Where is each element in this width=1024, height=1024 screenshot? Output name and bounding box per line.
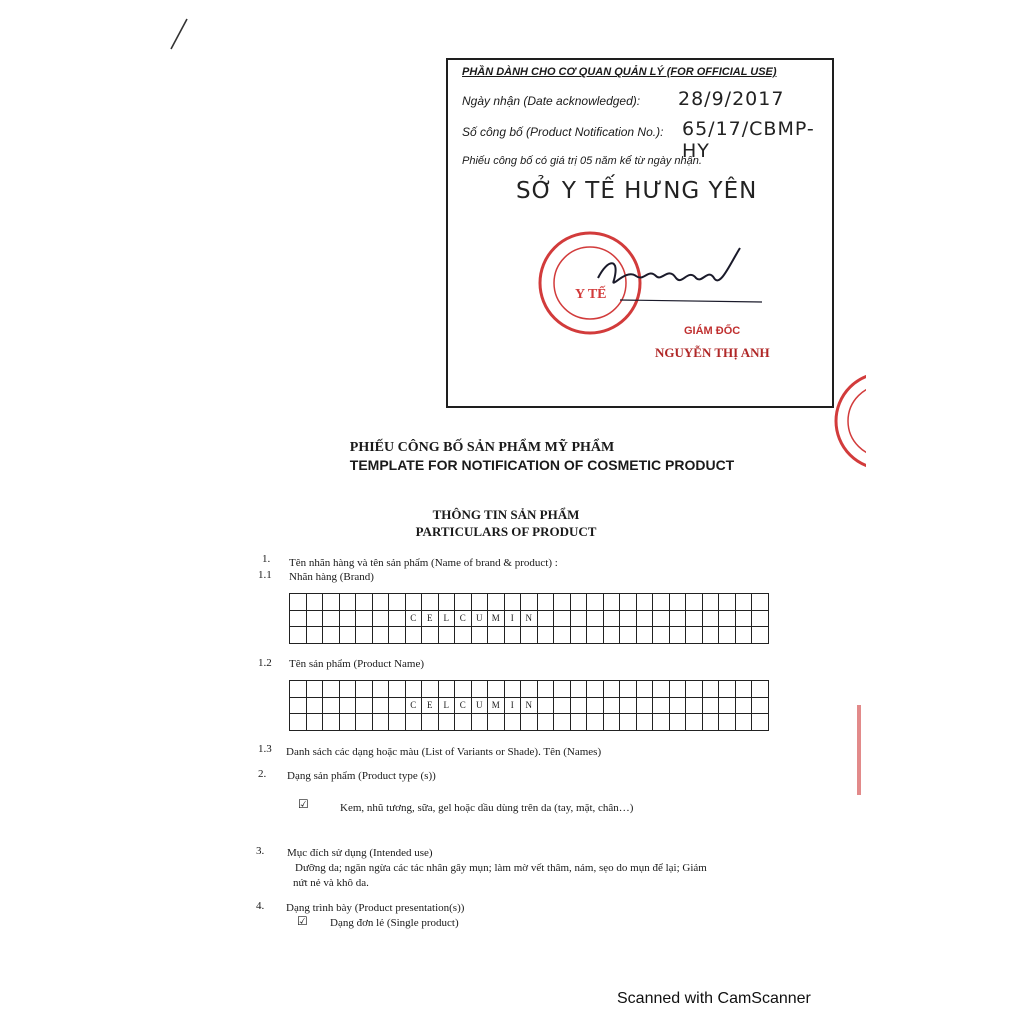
document-title-vn: PHIẾU CÔNG BỐ SẢN PHẨM MỸ PHẨM [349, 440, 615, 455]
product-grid-cell [570, 681, 587, 698]
product-grid-cell [372, 681, 389, 698]
product-grid-cell [702, 714, 719, 731]
product-grid-cell [405, 714, 422, 731]
brand-grid-cell [603, 610, 620, 627]
product-grid-cell [438, 681, 455, 698]
brand-grid-cell [504, 594, 521, 611]
product-grid-cell [636, 681, 653, 698]
signer-title: GIÁM ĐỐC [684, 325, 741, 337]
brand-grid-cell [735, 610, 752, 627]
product-grid-cell [653, 697, 670, 714]
signer-name: NGUYỄN THỊ ANH [655, 345, 770, 360]
brand-grid-cell [686, 594, 703, 611]
brand-grid-cell [554, 610, 571, 627]
brand-grid-cell: C [455, 610, 472, 627]
brand-grid-cell [702, 610, 719, 627]
brand-grid-cell [290, 627, 307, 644]
brand-grid-cell [587, 594, 604, 611]
brand-grid-cell [653, 594, 670, 611]
product-grid-cell [620, 697, 637, 714]
product-grid-cell: U [471, 697, 488, 714]
brand-grid-cell [570, 594, 587, 611]
brand-grid-cell: C [405, 610, 422, 627]
product-grid-cell: C [455, 697, 472, 714]
product-grid-cell [471, 681, 488, 698]
product-grid-cell [620, 714, 637, 731]
item-4-option: Dạng đơn lẻ (Single product) [330, 917, 459, 929]
authority-handwritten: SỞ Y TẾ HƯNG YÊN [516, 178, 758, 204]
item-4-number: 4. [256, 900, 265, 912]
brand-grid-cell [669, 610, 686, 627]
product-grid-cell [603, 714, 620, 731]
brand-grid-cell [537, 627, 554, 644]
product-grid-cell [752, 714, 769, 731]
brand-grid-cell [488, 627, 505, 644]
brand-grid-cell [537, 594, 554, 611]
product-grid-cell [290, 681, 307, 698]
brand-grid-cell [554, 594, 571, 611]
product-grid-cell [339, 697, 356, 714]
brand-grid-cell [620, 610, 637, 627]
brand-grid-cell [719, 627, 736, 644]
brand-grid-cell [438, 627, 455, 644]
brand-grid-cell [471, 594, 488, 611]
product-grid-cell [306, 697, 323, 714]
product-grid-cell [339, 714, 356, 731]
brand-grid-cell [356, 610, 373, 627]
product-grid-cell [669, 681, 686, 698]
svg-text:Y TẾ: Y TẾ [575, 287, 607, 302]
date-acknowledged-label: Ngày nhận (Date acknowledged): [462, 94, 641, 108]
brand-grid-cell [389, 594, 406, 611]
brand-grid-cell [405, 594, 422, 611]
product-grid-cell [306, 714, 323, 731]
brand-grid-cell [323, 610, 340, 627]
brand-grid-cell [719, 594, 736, 611]
brand-grid-cell: I [504, 610, 521, 627]
brand-grid-cell [702, 627, 719, 644]
product-grid-cell [422, 714, 439, 731]
brand-grid-cell [587, 627, 604, 644]
item-3-body-line2: nứt nẻ và khô da. [293, 877, 369, 889]
brand-grid-row [290, 594, 769, 611]
product-grid-cell [570, 714, 587, 731]
brand-grid-cell [620, 594, 637, 611]
product-grid-cell [669, 697, 686, 714]
product-grid-cell [570, 697, 587, 714]
red-edge-mark [857, 705, 861, 795]
item-2-label: Dạng sản phẩm (Product type (s)) [287, 770, 436, 782]
brand-grid-cell [356, 594, 373, 611]
document-title-en: TEMPLATE FOR NOTIFICATION OF COSMETIC PRODUCT [349, 457, 735, 473]
official-use-header: PHẦN DÀNH CHO CƠ QUAN QUẢN LÝ (FOR OFFICIAL USE) [462, 66, 777, 78]
product-grid-cell [702, 697, 719, 714]
product-grid-cell [735, 697, 752, 714]
brand-grid-cell [422, 627, 439, 644]
brand-grid-cell [339, 594, 356, 611]
product-grid-cell: L [438, 697, 455, 714]
product-grid-cell [372, 697, 389, 714]
notification-number-value: 65/17/CBMP-HY [682, 118, 815, 162]
product-grid-cell [504, 681, 521, 698]
validity-note: Phiếu công bố có giá trị 05 năm kể từ ngày nhận. [462, 155, 702, 167]
product-grid-cell [389, 681, 406, 698]
brand-grid-cell [653, 627, 670, 644]
product-grid-cell [422, 681, 439, 698]
product-grid-cell [537, 681, 554, 698]
product-grid-cell [719, 714, 736, 731]
brand-grid-cell [752, 610, 769, 627]
brand-grid-cell [752, 627, 769, 644]
product-grid-cell [356, 697, 373, 714]
product-grid-cell [537, 714, 554, 731]
product-grid-cell [554, 714, 571, 731]
product-grid-cell [356, 714, 373, 731]
product-grid-cell [603, 681, 620, 698]
brand-grid-cell [389, 610, 406, 627]
product-grid-cell [455, 681, 472, 698]
item-3-number: 3. [256, 845, 265, 857]
product-grid-cell [735, 714, 752, 731]
item-1-3-label: Danh sách các dạng hoặc màu (List of Variants or Shade). Tên (Names) [286, 746, 602, 758]
product-grid-cell: C [405, 697, 422, 714]
product-grid-cell [587, 697, 604, 714]
product-grid-cell [554, 681, 571, 698]
product-grid-cell [537, 697, 554, 714]
product-grid-cell [521, 681, 538, 698]
brand-grid-cell [669, 594, 686, 611]
brand-grid-cell [323, 594, 340, 611]
director-signature [590, 238, 770, 308]
item-4-label: Dạng trình bày (Product presentation(s)) [286, 902, 465, 914]
item-1-1-number: 1.1 [258, 569, 272, 581]
brand-grid-cell [504, 627, 521, 644]
product-grid-cell [488, 714, 505, 731]
product-grid-cell [290, 697, 307, 714]
brand-grid-cell [488, 594, 505, 611]
item-1-number: 1. [262, 553, 271, 565]
product-grid-cell [636, 697, 653, 714]
brand-grid-cell [306, 610, 323, 627]
product-grid-cell [719, 681, 736, 698]
product-grid-cell [686, 697, 703, 714]
notification-number-label: Số công bố (Product Notification No.): [462, 125, 664, 139]
product-grid-cell [653, 681, 670, 698]
brand-grid-cell [686, 610, 703, 627]
product-grid-cell [323, 681, 340, 698]
product-grid-cell [719, 697, 736, 714]
checked-box-icon: ☑ [297, 914, 308, 928]
brand-grid-cell [735, 627, 752, 644]
brand-grid-cell: E [422, 610, 439, 627]
brand-grid-cell [570, 627, 587, 644]
product-grid-cell [620, 681, 637, 698]
product-grid-cell [686, 714, 703, 731]
product-grid-cell [702, 681, 719, 698]
product-grid-cell: M [488, 697, 505, 714]
product-grid-cell [587, 681, 604, 698]
brand-grid-row [290, 627, 769, 644]
section-title-vn: THÔNG TIN SẢN PHẨM [432, 507, 580, 522]
brand-grid-cell [372, 610, 389, 627]
item-1-label: Tên nhãn hàng và tên sản phẩm (Name of brand & product) : [289, 557, 558, 569]
brand-grid-cell [554, 627, 571, 644]
brand-grid-cell [735, 594, 752, 611]
product-grid-cell [372, 714, 389, 731]
brand-grid-cell [620, 627, 637, 644]
brand-grid-cell [389, 627, 406, 644]
product-grid-cell [389, 697, 406, 714]
product-grid-cell [504, 714, 521, 731]
product-grid-cell [554, 697, 571, 714]
product-grid-cell [735, 681, 752, 698]
brand-grid-cell [471, 627, 488, 644]
brand-grid-cell [653, 610, 670, 627]
brand-grid-cell [521, 594, 538, 611]
product-grid-cell [323, 714, 340, 731]
brand-grid-cell [438, 594, 455, 611]
product-grid-cell [356, 681, 373, 698]
item-3-label: Mục đích sử dụng (Intended use) [287, 847, 433, 859]
brand-grid-cell [636, 610, 653, 627]
brand-grid-cell [521, 627, 538, 644]
item-1-2-number: 1.2 [258, 657, 272, 669]
brand-grid-cell [636, 627, 653, 644]
product-grid-cell: I [504, 697, 521, 714]
brand-grid-cell: N [521, 610, 538, 627]
product-grid-cell [752, 681, 769, 698]
brand-grid-cell [455, 627, 472, 644]
product-grid-cell [323, 697, 340, 714]
product-grid-cell [669, 714, 686, 731]
product-letter-grid [289, 680, 769, 731]
brand-grid-cell [537, 610, 554, 627]
item-1-3-number: 1.3 [258, 743, 272, 755]
item-2-number: 2. [258, 768, 267, 780]
pen-stroke-mark [165, 15, 193, 55]
brand-grid-cell [570, 610, 587, 627]
product-grid-cell [752, 697, 769, 714]
product-grid-cell [438, 714, 455, 731]
product-grid-cell: N [521, 697, 538, 714]
brand-grid-cell [455, 594, 472, 611]
product-grid-cell [653, 714, 670, 731]
brand-grid-row [290, 610, 769, 627]
product-grid-cell [306, 681, 323, 698]
brand-grid-cell [669, 627, 686, 644]
product-grid-cell [587, 714, 604, 731]
product-grid-cell [488, 681, 505, 698]
product-grid-row [290, 714, 769, 731]
brand-grid-cell [719, 610, 736, 627]
product-grid-cell [405, 681, 422, 698]
date-acknowledged-value: 28/9/2017 [678, 88, 785, 110]
brand-letter-grid [289, 593, 769, 644]
product-grid-row [290, 697, 769, 714]
item-2-option: Kem, nhũ tương, sữa, gel hoặc dầu dùng trên da (tay, mặt, chân…) [340, 802, 634, 814]
product-grid-cell [389, 714, 406, 731]
product-grid-cell [603, 697, 620, 714]
brand-grid-cell [290, 610, 307, 627]
section-title-en: PARTICULARS OF PRODUCT [415, 524, 597, 539]
brand-grid-cell [306, 594, 323, 611]
brand-grid-cell: L [438, 610, 455, 627]
product-grid-row [290, 681, 769, 698]
brand-grid-cell [356, 627, 373, 644]
brand-grid-cell: U [471, 610, 488, 627]
brand-grid-cell [636, 594, 653, 611]
brand-grid-cell [603, 627, 620, 644]
product-grid-cell: E [422, 697, 439, 714]
brand-grid-cell [339, 610, 356, 627]
product-grid-cell [339, 681, 356, 698]
product-grid-cell [290, 714, 307, 731]
brand-grid-cell [422, 594, 439, 611]
brand-grid-cell [752, 594, 769, 611]
brand-grid-cell [603, 594, 620, 611]
brand-grid-cell [306, 627, 323, 644]
brand-grid-cell: M [488, 610, 505, 627]
item-1-1-label: Nhãn hàng (Brand) [289, 571, 374, 583]
brand-grid-cell [339, 627, 356, 644]
brand-grid-cell [702, 594, 719, 611]
brand-grid-cell [372, 627, 389, 644]
product-grid-cell [455, 714, 472, 731]
product-grid-cell [521, 714, 538, 731]
brand-grid-cell [323, 627, 340, 644]
brand-grid-cell [587, 610, 604, 627]
brand-grid-cell [290, 594, 307, 611]
product-grid-cell [636, 714, 653, 731]
checked-box-icon: ☑ [298, 797, 309, 811]
item-1-2-label: Tên sản phẩm (Product Name) [289, 658, 425, 670]
product-grid-cell [471, 714, 488, 731]
item-3-body-line1: Dưỡng da; ngăn ngừa các tác nhân gây mụn; làm mờ vết thâm, nám, sẹo do mụn để lại; Giảm [295, 862, 707, 874]
brand-grid-cell [686, 627, 703, 644]
scanner-watermark: Scanned with CamScanner [617, 990, 811, 1007]
brand-grid-cell [372, 594, 389, 611]
product-grid-cell [686, 681, 703, 698]
brand-grid-cell [405, 627, 422, 644]
